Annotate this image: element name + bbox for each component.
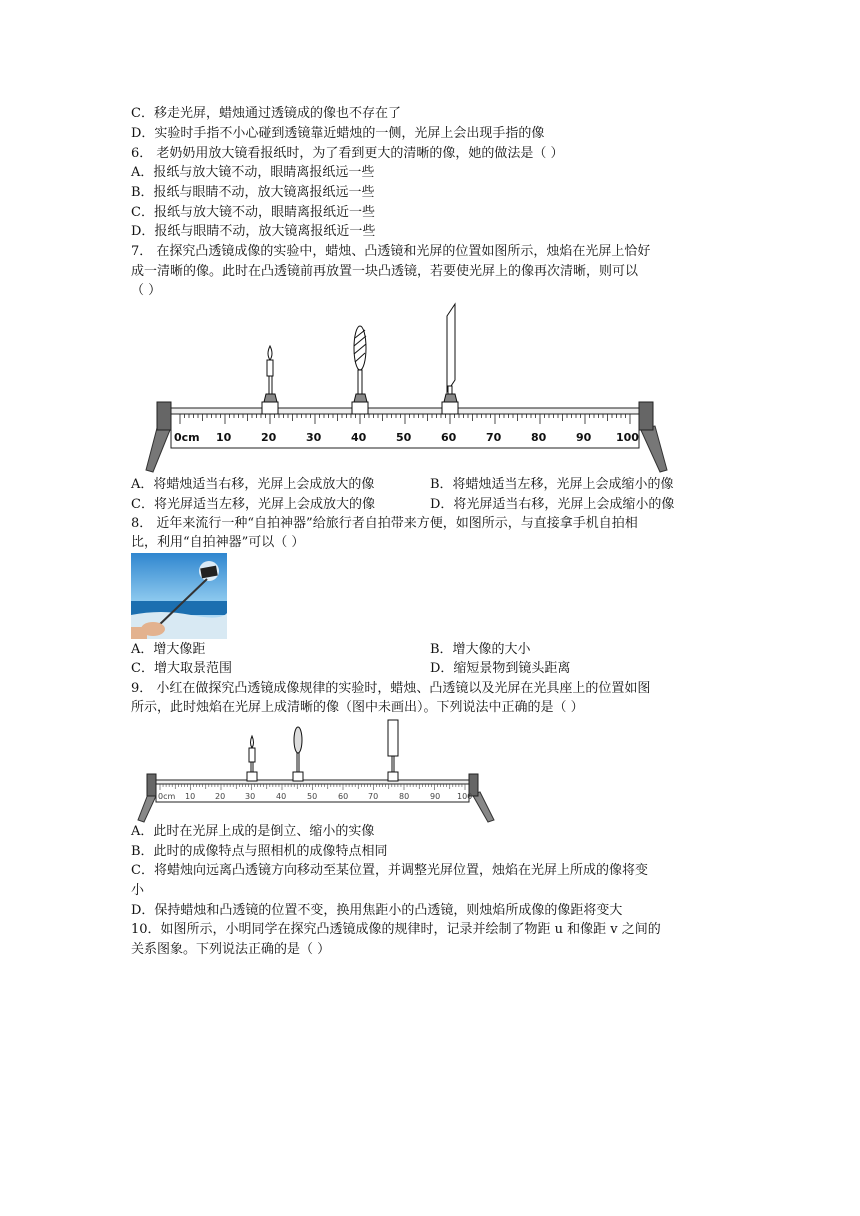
ruler-label-20: 20 [261,431,277,444]
q8-option-a: A．增大像距 [131,642,206,657]
ruler-label-100: 100 [616,431,639,444]
q8-option-d: D．缩短景物到镜头距离 [430,661,571,676]
ruler-label-10: 10 [216,431,232,444]
q6-option-d: D．报纸与眼睛不动，放大镜离报纸近一些 [131,224,376,239]
q8-stem-line1: 8． 近年来流行一种“自拍神器”给旅行者自拍带来方便，如图所示，与直接拿手机自拍相 [131,516,638,531]
q9-option-b: B．此时的成像特点与照相机的成像特点相同 [131,844,388,859]
convex-lens [352,326,368,414]
q9-optical-bench-figure [128,714,498,826]
ruler-label-50: 50 [307,792,318,801]
q5-option-c: C．移走光屏，蜡烛通过透镜成的像也不存在了 [131,106,401,121]
q7-stem-line2: 成一清晰的像。此时在凸透镜前再放置一块凸透镜，若要使光屏上的像再次清晰，则可以 [131,264,639,279]
ruler-label-70: 70 [486,431,502,444]
q9-stem-line1: 9． 小红在做探究凸透镜成像规律的实验时，蜡烛、凸透镜以及光屏在光具座上的位置如图 [131,681,651,696]
light-screen [442,304,458,414]
q10-stem-line1: 10．如图所示，小明同学在探究凸透镜成像的规律时，记录并绘制了物距 u 和像距 v 之间的 [131,922,661,937]
q9-stem-line2: 所示，此时烛焰在光屏上成清晰的像（图中未画出）。下列说法中正确的是（ ） [131,700,584,715]
ruler-label-70: 70 [368,792,379,801]
q8-option-b: B．增大像的大小 [430,642,531,657]
candle [247,736,257,781]
q6-option-c: C．报纸与放大镜不动，眼睛离报纸近一些 [131,205,375,220]
convex-lens [293,727,303,781]
ruler-label-80: 80 [399,792,410,801]
q9-option-c-continued: 小 [131,883,145,898]
q9-option-d: D．保持蜡烛和凸透镜的位置不变，换用焦距小的凸透镜，则烛焰所成像的像距将变大 [131,903,623,918]
ruler-label-50: 50 [396,431,412,444]
q7-optical-bench-figure [140,298,680,478]
ruler-label-30: 30 [306,431,322,444]
ruler-label-40: 40 [351,431,367,444]
ruler-label-20: 20 [215,792,226,801]
q7-stem-line1: 7． 在探究凸透镜成像的实验中，蜡烛、凸透镜和光屏的位置如图所示，烛焰在光屏上恰好 [131,244,651,259]
q9-option-a: A．此时在光屏上成的是倒立、缩小的实像 [131,824,375,839]
q7-option-b: B．将蜡烛适当左移，光屏上会成缩小的像 [430,477,674,492]
q6-option-a: A．报纸与放大镜不动，眼睛离报纸远一些 [131,165,375,180]
q5-option-d: D．实验时手指不小心碰到透镜靠近蜡烛的一侧，光屏上会出现手指的像 [131,126,545,141]
q7-option-c: C．将光屏适当左移，光屏上会成放大的像 [131,497,375,512]
ruler-label-90: 90 [576,431,592,444]
q7-option-a: A．将蜡烛适当右移，光屏上会成放大的像 [131,477,375,492]
ruler-label-60: 60 [441,431,457,444]
q9-option-c: C．将蜡烛向远离凸透镜方向移动至某位置，并调整光屏位置，烛焰在光屏上所成的像将变 [131,863,648,878]
q8-stem-line2: 比，利用“自拍神器”可以（ ） [131,535,305,550]
ruler-label-0: 0cm [174,431,200,444]
q7-stem-line3: （ ） [131,283,162,298]
selfie-stick-photo [131,553,227,639]
ruler-label-0: 0cm [158,792,176,801]
ruler-label-10: 10 [185,792,196,801]
ruler-label-30: 30 [245,792,256,801]
light-screen [388,720,398,781]
ruler-label-100: 100 [457,792,473,801]
q6-stem: 6． 老奶奶用放大镜看报纸时，为了看到更大的清晰的像，她的做法是（ ） [131,146,564,161]
q6-option-b: B．报纸与眼睛不动，放大镜离报纸远一些 [131,185,375,200]
ruler-label-40: 40 [276,792,287,801]
q10-stem-line2: 关系图象。下列说法正确的是（ ） [131,942,331,957]
candle [262,346,278,414]
q7-option-d: D．将光屏适当右移，光屏上会成缩小的像 [430,497,675,512]
ruler-label-60: 60 [338,792,349,801]
q8-option-c: C．增大取景范围 [131,661,232,676]
ruler-label-80: 80 [531,431,547,444]
ruler-label-90: 90 [430,792,441,801]
